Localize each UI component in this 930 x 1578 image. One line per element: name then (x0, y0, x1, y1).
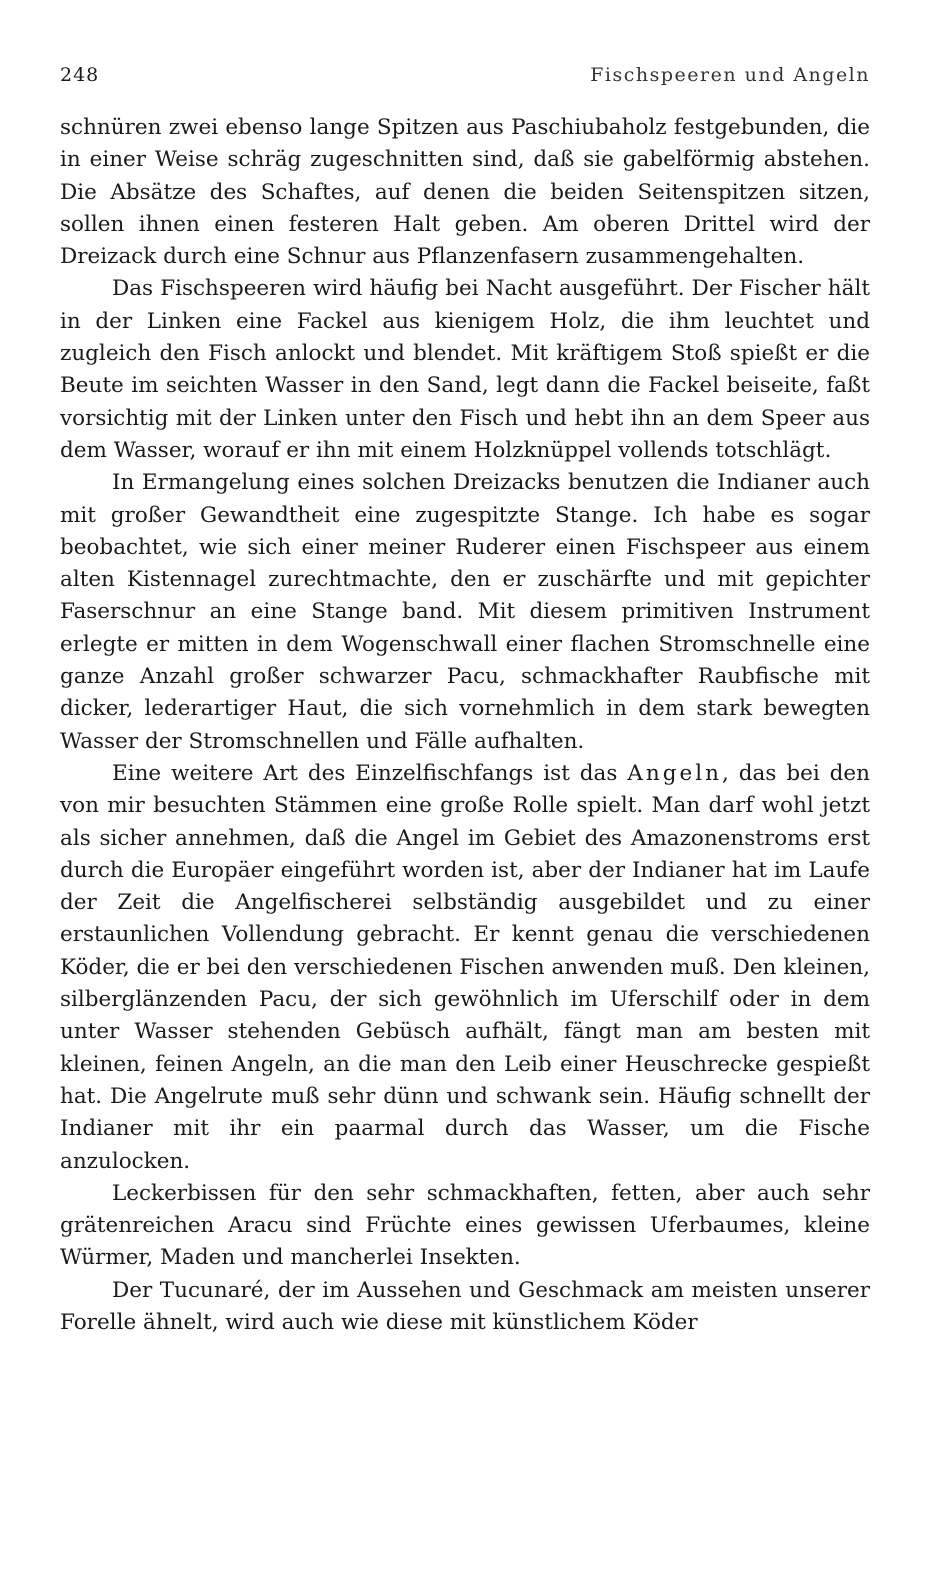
body-text (60, 112, 870, 1339)
paragraph-4-lead: Eine weitere Art des Einzelfischfangs ist das (112, 760, 628, 786)
paragraph-2: Das Fischspeeren wird häufig bei Nacht ausgeführt. Der Fischer hält in der Linken eine Fackel aus kienigem Holz, die ihm leuchtet und zugleich den Fisch anlockt und blendet. Mit kräftigem Stoß spießt er die Beute im seichten Wasser in den Sand, legt dann die Fackel beiseite, faßt vorsichtig mit der Linken unter den Fisch und hebt ihn an dem Speer aus dem Wasser, worauf er ihn mit einem Holzknüppel vollends totschlägt. (60, 276, 870, 463)
paragraph-1: schnüren zwei ebenso lange Spitzen aus Paschiubaholz festgebunden, die in einer Weise schräg zugeschnitten sind, daß sie gabelförmig abstehen. Die Absätze des Schaftes, auf denen die beiden Seitenspitzen sitzen, sollen ihnen einen festeren Halt geben. Am oberen Drittel wird der Dreizack durch eine Schnur aus Pflanzenfasern zusammengehalten. (60, 115, 870, 270)
page-number: 248 (60, 64, 100, 86)
paragraph-4-rest: , das bei den von mir besuchten Stämmen eine große Rolle spielt. Man darf wohl jetzt als sicher annehmen, daß die Angel im Gebiet des Amazonenstroms erst durch die Europäer eingeführt worden ist, aber der Indianer hat im Laufe der Zeit die Angelfischerei selbständig ausgebildet und zu einer erstaunlichen Vollendung gebracht. Er kennt genau die verschiedenen Köder, die er bei den verschiedenen Fischen anwenden muß. Den kleinen, silberglänzenden Pacu, der sich gewöhnlich im Uferschilf oder in dem unter Wasser stehenden Gebüsch aufhält, fängt man am besten mit kleinen, feinen Angeln, an die man den Leib einer Heuschrecke gespießt hat. Die Angelrute muß sehr dünn und schwank sein. Häufig schnellt der Indianer mit ihr ein paarmal durch das Wasser, um die Fische anzulocken. (60, 760, 870, 1174)
paragraph-3: In Ermangelung eines solchen Dreizacks benutzen die Indianer auch mit großer Gewandtheit eine zugespitzte Stange. Ich habe es sogar beobachtet, wie sich einer meiner Ruderer einen Fischspeer aus einem alten Kistennagel zurechtmachte, den er zuschärfte und mit gepichter Faserschnur an eine Stange band. Mit diesem primitiven Instrument erlegte er mitten in dem Wogenschwall einer flachen Stromschnelle eine ganze Anzahl großer schwarzer Pacu, schmackhafter Raubfische mit dicker, lederartiger Haut, die sich vornehmlich in dem stark bewegten Wasser der Stromschnellen und Fälle aufhalten. (60, 470, 870, 754)
paragraph-6: Der Tucunaré, der im Aussehen und Geschmack am meisten unserer Forelle ähnelt, wird auch wie diese mit künstlichem Köder (60, 1277, 870, 1335)
book-page (60, 64, 870, 1339)
running-header (60, 64, 870, 98)
paragraph-4 (60, 758, 870, 1178)
paragraph-5: Leckerbissen für den sehr schmackhaften, fetten, aber auch sehr grätenreichen Aracu sind Früchte eines gewissen Uferbaumes, kleine Würmer, Maden und mancherlei Insekten. (60, 1180, 870, 1271)
running-title: Fischspeeren und Angeln (590, 64, 870, 86)
emphasized-term: Angeln (627, 760, 722, 786)
